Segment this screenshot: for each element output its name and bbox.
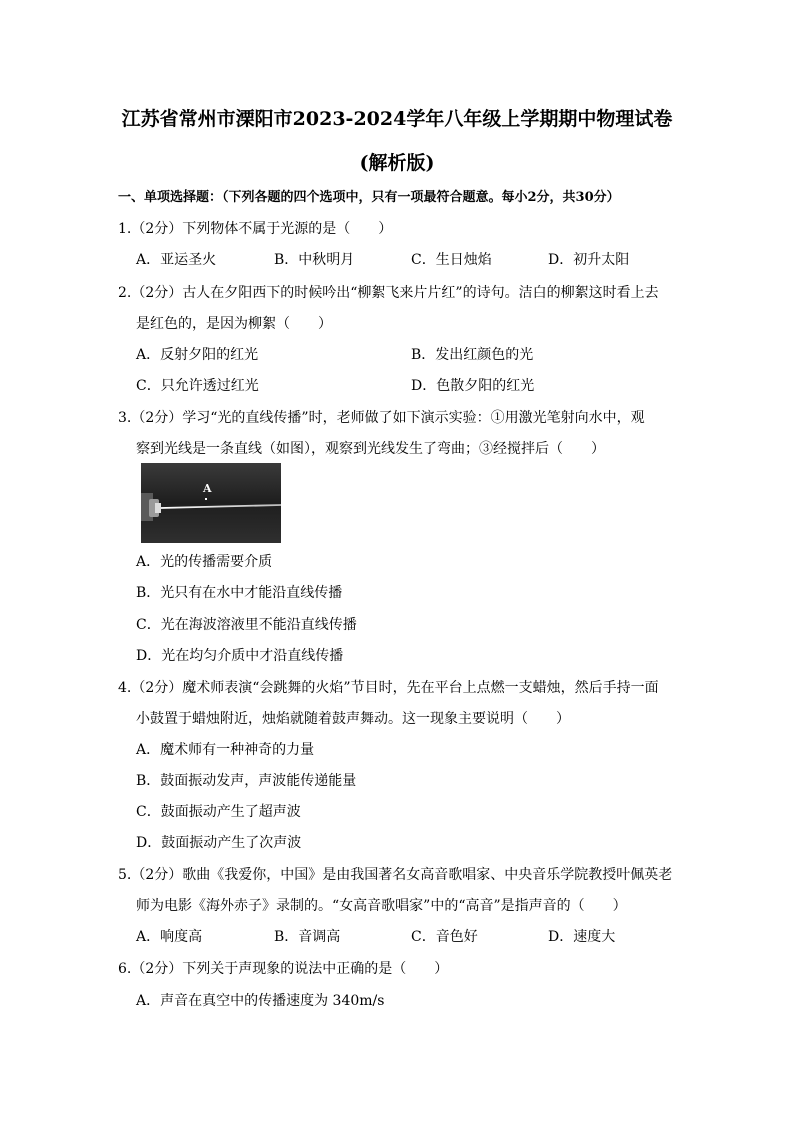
q2-option-a: A．反射夕阳的红光 xyxy=(136,347,259,363)
question-3-stem-line1: 3.（2分）学习“光的直线传播”时，老师做了如下演示实验：①用激光笔射向水中，观 xyxy=(118,410,645,426)
q3-option-a: A．光的传播需要介质 xyxy=(136,554,273,570)
section-heading: 一、单项选择题：（下列各题的四个选项中，只有一项最符合题意。每小2分，共30分） xyxy=(118,190,620,205)
question-4-stem-line2: 小鼓置于蜡烛附近，烛焰就随着鼓声舞动。这一现象主要说明（ ） xyxy=(136,711,570,727)
q5-option-a: A．响度高 xyxy=(136,929,203,945)
q3-option-d: D．光在均匀介质中才沿直线传播 xyxy=(136,648,344,664)
q2-option-c: C．只允许透过红光 xyxy=(136,378,259,394)
question-2-stem-line2: 是红色的，是因为柳絮（ ） xyxy=(136,316,332,332)
q5-option-d: D．速度大 xyxy=(548,929,616,945)
q4-option-c: C．鼓面振动产生了超声波 xyxy=(136,804,301,820)
q4-option-d: D．鼓面振动产生了次声波 xyxy=(136,835,302,851)
laser-beam-illustration xyxy=(141,463,281,543)
figure-label-a: A xyxy=(203,482,212,495)
q3-option-b: B．光只有在水中才能沿直线传播 xyxy=(136,585,343,601)
q1-option-b: B．中秋明月 xyxy=(274,252,355,268)
q4-option-b: B．鼓面振动发声，声波能传递能量 xyxy=(136,773,357,789)
question-3-stem-line2: 察到光线是一条直线（如图），观察到光线发生了弯曲；③经搅拌后（ ） xyxy=(136,441,605,457)
question-1-stem: 1.（2分）下列物体不属于光源的是（ ） xyxy=(118,221,393,237)
question-5-stem-line2: 师为电影《海外赤子》录制的。“女高音歌唱家”中的“高音”是指声音的（ ） xyxy=(136,898,627,914)
question-4-stem-line1: 4.（2分）魔术师表演“会跳舞的火焰”节目时，先在平台上点燃一支蜡烛，然后手持一面 xyxy=(118,680,659,696)
exam-subtitle: (解析版) xyxy=(359,152,435,174)
question-2-stem-line1: 2.（2分）古人在夕阳西下的时候吟出“柳絮飞来片片红”的诗句。洁白的柳絮这时看上去 xyxy=(118,285,659,301)
q4-option-a: A．魔术师有一种神奇的力量 xyxy=(136,742,315,758)
q3-option-c: C．光在海波溶液里不能沿直线传播 xyxy=(136,617,357,633)
q1-option-a: A．亚运圣火 xyxy=(136,252,217,268)
q1-option-d: D．初升太阳 xyxy=(548,252,630,268)
q2-option-d: D．色散夕阳的红光 xyxy=(411,378,535,394)
exam-title: 江苏省常州市溧阳市2023-2024学年八年级上学期期中物理试卷 xyxy=(121,108,673,130)
laser-experiment-figure xyxy=(141,463,281,543)
q5-option-b: B．音调高 xyxy=(274,929,341,945)
q6-option-a: A．声音在真空中的传播速度为 340m/s xyxy=(136,993,385,1009)
question-6-stem: 6.（2分）下列关于声现象的说法中正确的是（ ） xyxy=(118,961,449,977)
q2-option-b: B．发出红颜色的光 xyxy=(411,347,534,363)
q1-option-c: C．生日烛焰 xyxy=(411,252,492,268)
question-5-stem-line1: 5.（2分）歌曲《我爱你，中国》是由我国著名女高音歌唱家、中央音乐学院教授叶佩英老 xyxy=(118,867,673,883)
q5-option-c: C．音色好 xyxy=(411,929,478,945)
